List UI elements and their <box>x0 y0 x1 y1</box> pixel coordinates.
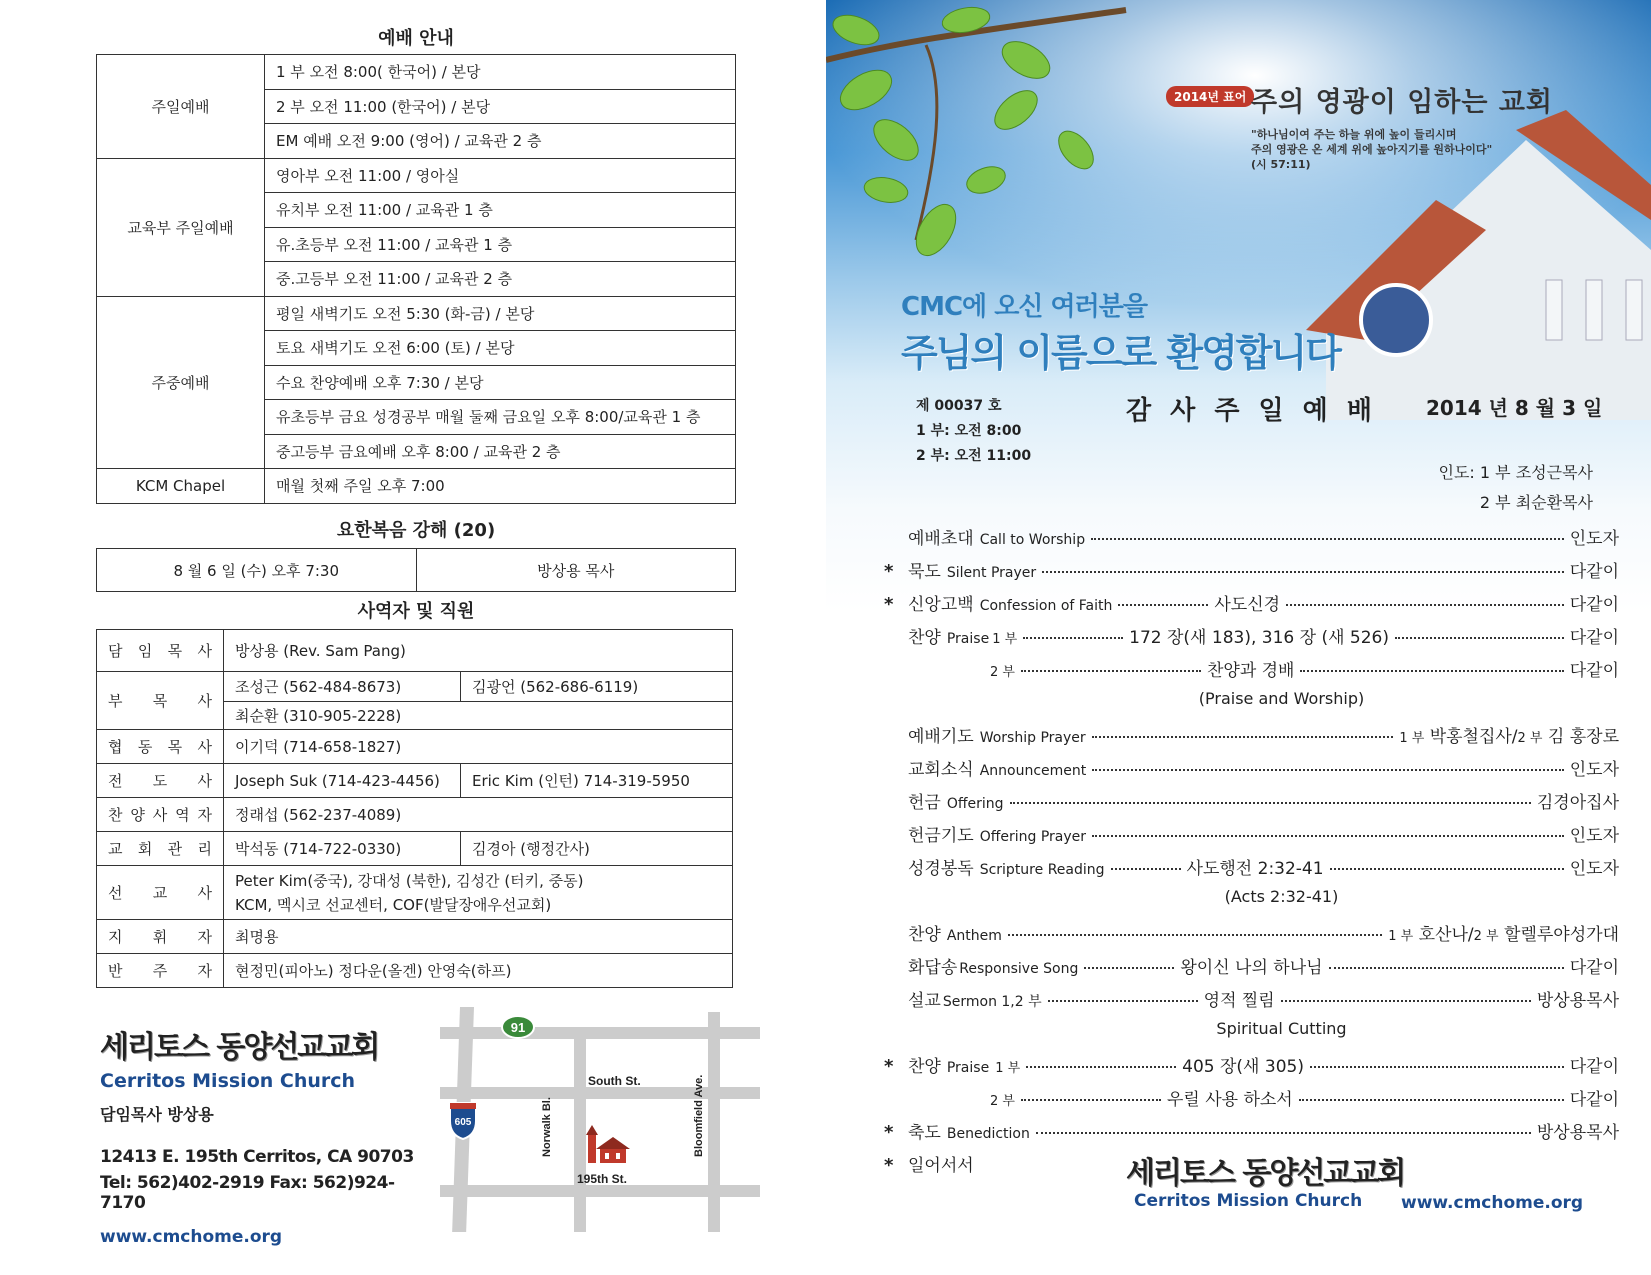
list-item: 헌금기도 Offering Prayer 인도자 <box>908 826 1619 846</box>
table-row <box>97 764 733 798</box>
hwy91-label: 91 <box>510 1020 526 1035</box>
church-info <box>100 1022 430 1247</box>
study-speaker: 방상용 목사 <box>416 549 736 592</box>
norwalk-road <box>574 1039 586 1232</box>
welcome-line-1: CMC에 오신 여러분을 <box>901 292 1147 322</box>
table-row <box>97 954 733 988</box>
group-head: 주일예배 <box>97 55 265 159</box>
table-row <box>97 832 733 866</box>
church-address: 12413 E. 195th Cerritos, CA 90703 <box>100 1147 414 1167</box>
church-website: www.cmchome.org <box>100 1227 283 1247</box>
table-row <box>97 55 736 90</box>
table-cell: 수요 찬양예배 오후 7:30 / 본당 <box>265 365 736 400</box>
list-item: 성경봉독 Scripture Reading 사도행전 2:32-41 인도자 <box>908 859 1619 879</box>
role-head: 지 휘 자 <box>97 920 224 954</box>
role-head: 담 임 목 사 <box>97 630 224 672</box>
list-item: 화답송 Responsive Song 왕이신 나의 하나님 다같이 <box>908 958 1619 978</box>
table-cell: 김광언 (562-686-6119) <box>461 672 733 702</box>
bloomfield-label: Bloomfield Ave. <box>693 1074 705 1157</box>
footer-church-korean-name: 세리토스 동양선교교회 <box>1126 1156 1405 1191</box>
service-date: 2014 년 8 월 3 일 <box>1426 396 1603 420</box>
footer-website: www.cmchome.org <box>1401 1193 1584 1213</box>
list-item: 2 부 찬양과 경배 다같이 <box>990 661 1619 681</box>
i605-shield-top <box>450 1103 476 1109</box>
table-cell: 현정민(피아노) 정다운(올겐) 안영숙(하프) <box>224 954 733 988</box>
table-cell: Eric Kim (인턴) 714-319-5950 <box>461 764 733 798</box>
bible-study-table <box>96 548 736 592</box>
table-cell: 박석동 (714-722-0330) <box>224 832 461 866</box>
list-item: * 신앙고백 Confession of Faith 사도신경 다같이 <box>884 594 1619 615</box>
south-st-label: South St. <box>588 1074 641 1088</box>
role-head: 찬 양 사 역 자 <box>97 798 224 832</box>
location-map <box>440 1007 760 1232</box>
table-cell: 정래섭 (562-237-4089) <box>224 798 733 832</box>
study-date: 8 월 6 일 (수) 오후 7:30 <box>97 549 417 592</box>
right-panel <box>826 0 1651 1275</box>
table-row <box>97 672 733 702</box>
table-row <box>97 469 736 504</box>
list-item-note: (Praise and Worship) <box>1198 689 1365 708</box>
role-head: 교 회 관 리 <box>97 832 224 866</box>
welcome-line-2: 주님의 이름으로 환영합니다 <box>901 331 1340 375</box>
table-cell: 최순환 (310-905-2228) <box>224 702 733 730</box>
worship-schedule-title: 예배 안내 <box>378 28 454 49</box>
group-head: 교육부 주일예배 <box>97 158 265 296</box>
table-cell: 토요 새벽기도 오전 6:00 (토) / 본당 <box>265 331 736 366</box>
table-cell: 2 부 오전 11:00 (한국어) / 본당 <box>265 89 736 124</box>
list-item: * 일어서서 <box>884 1155 974 1176</box>
service-title: 감 사 주 일 예 배 <box>1126 396 1377 426</box>
order-of-worship <box>884 524 1619 1184</box>
table-cell: 중고등부 금요예배 오후 8:00 / 교육관 2 층 <box>265 434 736 469</box>
group-head: KCM Chapel <box>97 469 265 504</box>
table-cell: 김경아 (행정간사) <box>461 832 733 866</box>
table-cell: 조성근 (562-484-8673) <box>224 672 461 702</box>
table-row <box>97 549 736 592</box>
service-leaders: 인도: 1 부 조성근목사 2 부 최순환목사 <box>1438 463 1593 512</box>
standing-marker: * <box>884 1056 894 1077</box>
list-item: * 찬양 Praise 1 부 405 장(새 305) 다같이 <box>884 1056 1619 1077</box>
list-item: 2 부 우릴 사용 하소서 다같이 <box>990 1090 1619 1110</box>
role-head: 반 주 자 <box>97 954 224 988</box>
church-korean-name: 세리토스 동양선교교회 <box>100 1030 379 1065</box>
standing-marker: * <box>884 594 894 615</box>
table-cell: 유초등부 금요 성경공부 매월 둘째 금요일 오후 8:00/교육관 1 층 <box>265 400 736 435</box>
second-service-time: 2 부: 오전 11:00 <box>916 448 1032 464</box>
table-cell: 최명용 <box>224 920 733 954</box>
norwalk-label: Norwalk Bl. <box>541 1097 553 1157</box>
list-item: 교회소식 Announcement 인도자 <box>908 760 1619 780</box>
list-item: 찬양 Anthem 1 부 호산나/2 부 할렐루야성가대 <box>908 925 1619 945</box>
church-phone: Tel: 562)402-2919 Fax: 562)924-7170 <box>100 1173 395 1213</box>
list-item: * 축도 Benediction 방상용목사 <box>884 1122 1619 1143</box>
table-row <box>97 296 736 331</box>
list-item-note: (Acts 2:32-41) <box>1224 887 1339 906</box>
church-english-name: Cerritos Mission Church <box>100 1070 356 1092</box>
table-cell: 영아부 오전 11:00 / 영아실 <box>265 158 736 193</box>
table-cell: 중.고등부 오전 11:00 / 교육관 2 층 <box>265 262 736 297</box>
list-item: 찬양 Praise 1 부 172 장(새 183), 316 장 (새 526) 다같이 <box>908 628 1619 648</box>
role-head: 협 동 목 사 <box>97 730 224 764</box>
standing-marker: * <box>884 1122 894 1143</box>
senior-pastor: 담임목사 방상용 <box>100 1105 214 1124</box>
role-head: 선 교 사 <box>97 866 224 920</box>
church-motto: 주의 영광이 임하는 교회 <box>1251 87 1554 118</box>
role-head: 전 도 사 <box>97 764 224 798</box>
table-cell: 유치부 오전 11:00 / 교육관 1 층 <box>265 193 736 228</box>
staff-title: 사역자 및 직원 <box>357 601 475 622</box>
role-head: 부 목 사 <box>97 672 224 730</box>
table-cell: Peter Kim(중국), 강대성 (북한), 김성간 (터키, 중동) KCM, 멕시코 선교센터, COF(발달장애우선교회) <box>224 866 733 920</box>
195th-st-label: 195th St. <box>577 1172 628 1186</box>
table-row <box>97 158 736 193</box>
list-item: 설교 Sermon 1,2 부 영적 찔림 방상용목사 <box>908 991 1619 1011</box>
table-row <box>97 866 733 920</box>
table-row <box>97 798 733 832</box>
table-row <box>97 730 733 764</box>
list-item: 예배기도 Worship Prayer 1 부 박홍철집사/2 부 김 홍장로 <box>908 727 1619 747</box>
bloomfield-road <box>708 1012 720 1232</box>
first-service-time: 1 부: 오전 8:00 <box>916 423 1022 439</box>
table-cell: 1 부 오전 8:00( 한국어) / 본당 <box>265 55 736 90</box>
footer-church-english-name: Cerritos Mission Church <box>1134 1191 1363 1211</box>
issue-info <box>916 394 1031 469</box>
list-item: 예배초대 Call to Worship 인도자 <box>908 529 1619 549</box>
table-cell: 매월 첫째 주일 오후 7:00 <box>265 469 736 504</box>
list-item: * 묵도 Silent Prayer 다같이 <box>884 561 1619 582</box>
issue-number: 제 00037 호 <box>916 398 1002 414</box>
i605-label: 605 <box>454 1117 472 1128</box>
table-row <box>97 920 733 954</box>
table-row <box>97 630 733 672</box>
list-item: 헌금 Offering 김경아집사 <box>908 793 1619 813</box>
bible-study-title: 요한복음 강해 (20) <box>336 520 496 541</box>
table-cell: 이기덕 (714-658-1827) <box>224 730 733 764</box>
table-cell: Joseph Suk (714-423-4456) <box>224 764 461 798</box>
staff-table <box>96 629 733 988</box>
group-head: 주중예배 <box>97 296 265 469</box>
table-cell: EM 예배 오전 9:00 (영어) / 교육관 2 층 <box>265 124 736 159</box>
table-cell: 유.초등부 오전 11:00 / 교육관 1 층 <box>265 227 736 262</box>
church-location-icon <box>586 1125 630 1163</box>
standing-marker: * <box>884 1155 894 1176</box>
motto-verse: "하나님이여 주는 하늘 위에 높이 들리시며 주의 영광은 온 세계 위에 높아지기를 원하나이다" (시 57:11) <box>1251 128 1493 171</box>
list-item-note: Spiritual Cutting <box>1216 1019 1347 1038</box>
worship-schedule-table <box>96 54 736 504</box>
table-cell: 평일 새벽기도 오전 5:30 (화-금) / 본당 <box>265 296 736 331</box>
table-cell: 방상용 (Rev. Sam Pang) <box>224 630 733 672</box>
standing-marker: * <box>884 561 894 582</box>
motto-badge: 2014년 표어 <box>1166 86 1254 107</box>
